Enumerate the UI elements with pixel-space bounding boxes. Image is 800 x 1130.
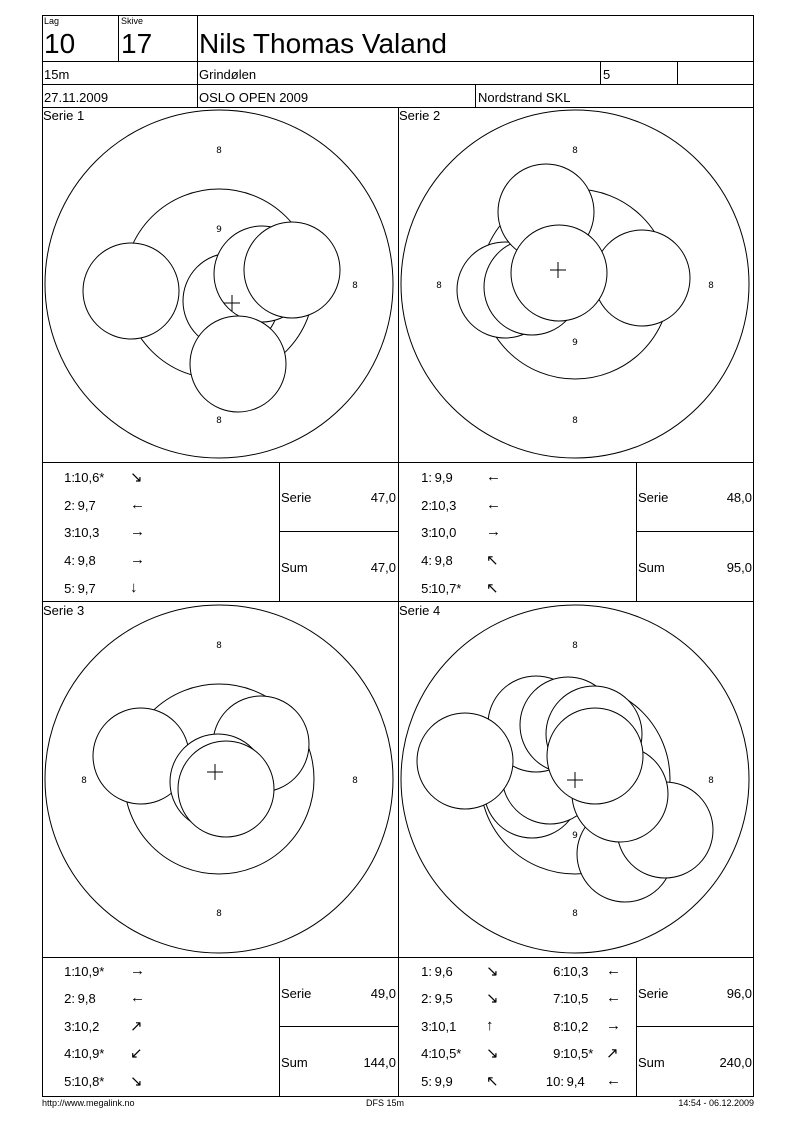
serie-label: Serie	[638, 490, 669, 505]
ring-label: 8	[81, 776, 87, 786]
shot-arrow: ←	[130, 496, 145, 513]
ring-label: 8	[572, 909, 578, 919]
shot-no: 2:	[64, 498, 75, 513]
shot-no: 4:	[64, 553, 75, 568]
ring-label: 8	[216, 416, 222, 426]
sum-label: Sum	[281, 560, 308, 575]
ring-label: 8	[352, 281, 358, 291]
serie-2-title: Serie 2	[399, 108, 441, 123]
shot-score: 9,4	[563, 1074, 585, 1089]
shot-score: 9,8	[74, 553, 96, 568]
shot-arrow: ←	[606, 962, 621, 979]
ring-label: 8	[572, 416, 578, 426]
shot-hole	[190, 316, 286, 412]
serie-value: 96,0	[726, 986, 752, 1001]
target-serie-3	[45, 605, 393, 953]
shot-arrow: ↖	[486, 580, 499, 597]
shot-no: 1:	[64, 964, 75, 979]
shot-arrow: →	[486, 523, 501, 540]
shot-no: 3:	[64, 525, 75, 540]
shot-score: 10,3	[563, 964, 589, 979]
target-serie-4	[401, 605, 749, 953]
shot-arrow: →	[130, 962, 145, 979]
class-value: 5	[603, 67, 611, 82]
shot-arrow: ↖	[486, 1073, 499, 1090]
shot-no: 2:	[421, 498, 432, 513]
shot-no: 3:	[421, 525, 432, 540]
shot-arrow: ↖	[486, 552, 499, 569]
shot-arrow: ↙	[130, 1045, 143, 1062]
target-serie-2	[401, 110, 749, 458]
shot-score: 10,7*	[431, 581, 462, 596]
shot-hole	[417, 713, 513, 809]
shot-score: 9,6	[431, 964, 453, 979]
distance: 15m	[44, 67, 70, 82]
shot-arrow: ←	[486, 496, 501, 513]
serie-label: Serie	[281, 490, 312, 505]
date: 27.11.2009	[44, 90, 109, 105]
shot-no: 4:	[421, 553, 432, 568]
target-serie-1	[45, 110, 393, 458]
serie-1-title: Serie 1	[43, 108, 85, 123]
shot-arrow: →	[130, 551, 145, 568]
serie-value: 49,0	[370, 986, 396, 1001]
shot-arrow: ←	[606, 989, 621, 1006]
shot-arrow: ↑	[486, 1017, 494, 1034]
shot-no: 5:	[421, 581, 432, 596]
shot-score: 10,9*	[74, 964, 105, 979]
shot-hole	[244, 222, 340, 318]
shot-no: 5:	[64, 1074, 75, 1089]
footer-timestamp: 14:54 - 06.12.2009	[678, 1098, 754, 1108]
ring-label: 8	[708, 776, 714, 786]
lag-value: 10	[44, 28, 76, 59]
shot-arrow: ↓	[130, 579, 138, 596]
serie-label: Serie	[281, 986, 312, 1001]
shot-arrow: ←	[130, 989, 145, 1006]
shot-no: 7:	[553, 991, 564, 1006]
shot-arrow: ←	[606, 1072, 621, 1089]
shot-no: 9:	[553, 1046, 564, 1061]
sum-value: 240,0	[719, 1055, 752, 1070]
shot-hole	[83, 243, 179, 339]
lag-label: Lag	[44, 16, 60, 26]
shot-score: 10,3	[431, 498, 457, 513]
shot-hole	[178, 741, 274, 837]
shot-no: 5:	[64, 581, 75, 596]
sum-value: 95,0	[726, 560, 752, 575]
shot-no: 3:	[421, 1019, 432, 1034]
sum-label: Sum	[638, 560, 665, 575]
shot-score: 10,5*	[431, 1046, 462, 1061]
shot-arrow: ↘	[486, 1045, 499, 1062]
ring-label: 8	[708, 281, 714, 291]
shot-arrow: →	[606, 1017, 621, 1034]
shot-no: 4:	[64, 1046, 75, 1061]
shot-score: 10,5	[563, 991, 589, 1006]
shot-no: 5:	[421, 1074, 432, 1089]
serie-4-title: Serie 4	[399, 603, 441, 618]
ring-label: 8	[572, 641, 578, 651]
shot-score: 9,8	[431, 553, 453, 568]
shot-no: 4:	[421, 1046, 432, 1061]
shot-arrow: ↗	[130, 1018, 143, 1035]
serie-label: Serie	[638, 986, 669, 1001]
shot-score: 10,1	[431, 1019, 457, 1034]
shot-arrow: →	[130, 523, 145, 540]
shot-arrow: ←	[486, 468, 501, 485]
range-name: Grindølen	[199, 67, 257, 82]
shot-arrow: ↘	[486, 963, 499, 980]
footer-program: DFS 15m	[366, 1098, 405, 1108]
shot-score: 10,6*	[74, 470, 105, 485]
shot-no: 1:	[421, 470, 432, 485]
shot-no: 1:	[421, 964, 432, 979]
shot-no: 2:	[64, 991, 75, 1006]
skive-label: Skive	[121, 16, 144, 26]
ring-label: 8	[216, 641, 222, 651]
ring-label: 9	[216, 225, 222, 235]
shot-arrow: ↘	[130, 1073, 143, 1090]
shot-score: 10,8*	[74, 1074, 105, 1089]
shot-score: 10,9*	[74, 1046, 105, 1061]
shot-no: 3:	[64, 1019, 75, 1034]
shot-score: 9,7	[74, 581, 96, 596]
shot-score: 10,3	[74, 525, 100, 540]
event-name: OSLO OPEN 2009	[199, 90, 309, 105]
shot-hole	[594, 230, 690, 326]
sum-label: Sum	[638, 1055, 665, 1070]
shot-hole	[547, 708, 643, 804]
shot-score: 9,7	[74, 498, 96, 513]
shooter-name: Nils Thomas Valand	[199, 28, 447, 59]
shot-arrow: ↘	[130, 469, 143, 486]
shot-arrow: ↘	[486, 990, 499, 1007]
shot-score: 9,9	[431, 1074, 453, 1089]
ring-label: 8	[436, 281, 442, 291]
footer-url: http://www.megalink.no	[42, 1098, 135, 1108]
shot-arrow: ↗	[606, 1045, 619, 1062]
shot-score: 10,0	[431, 525, 457, 540]
ring-label: 8	[216, 146, 222, 156]
ring-label: 8	[216, 909, 222, 919]
sum-label: Sum	[281, 1055, 308, 1070]
shot-score: 9,5	[431, 991, 453, 1006]
shot-score: 10,2	[74, 1019, 100, 1034]
shot-no: 2:	[421, 991, 432, 1006]
ring-label: 9	[572, 831, 578, 841]
skive-value: 17	[121, 28, 153, 59]
shot-no: 10:	[545, 1074, 564, 1089]
shot-score: 9,9	[431, 470, 453, 485]
shot-no: 6:	[553, 964, 564, 979]
club-name: Nordstrand SKL	[478, 90, 571, 105]
ring-label: 9	[572, 338, 578, 348]
shot-no: 1:	[64, 470, 75, 485]
shot-score: 10,5*	[563, 1046, 594, 1061]
shot-score: 10,2	[563, 1019, 589, 1034]
ring-label: 8	[352, 776, 358, 786]
serie-3-title: Serie 3	[43, 603, 85, 618]
shot-score: 9,8	[74, 991, 96, 1006]
ring-label: 8	[572, 146, 578, 156]
shot-hole	[511, 225, 607, 321]
sum-value: 47,0	[370, 560, 396, 575]
serie-value: 48,0	[726, 490, 752, 505]
serie-value: 47,0	[370, 490, 396, 505]
shot-no: 8:	[553, 1019, 564, 1034]
sum-value: 144,0	[363, 1055, 396, 1070]
